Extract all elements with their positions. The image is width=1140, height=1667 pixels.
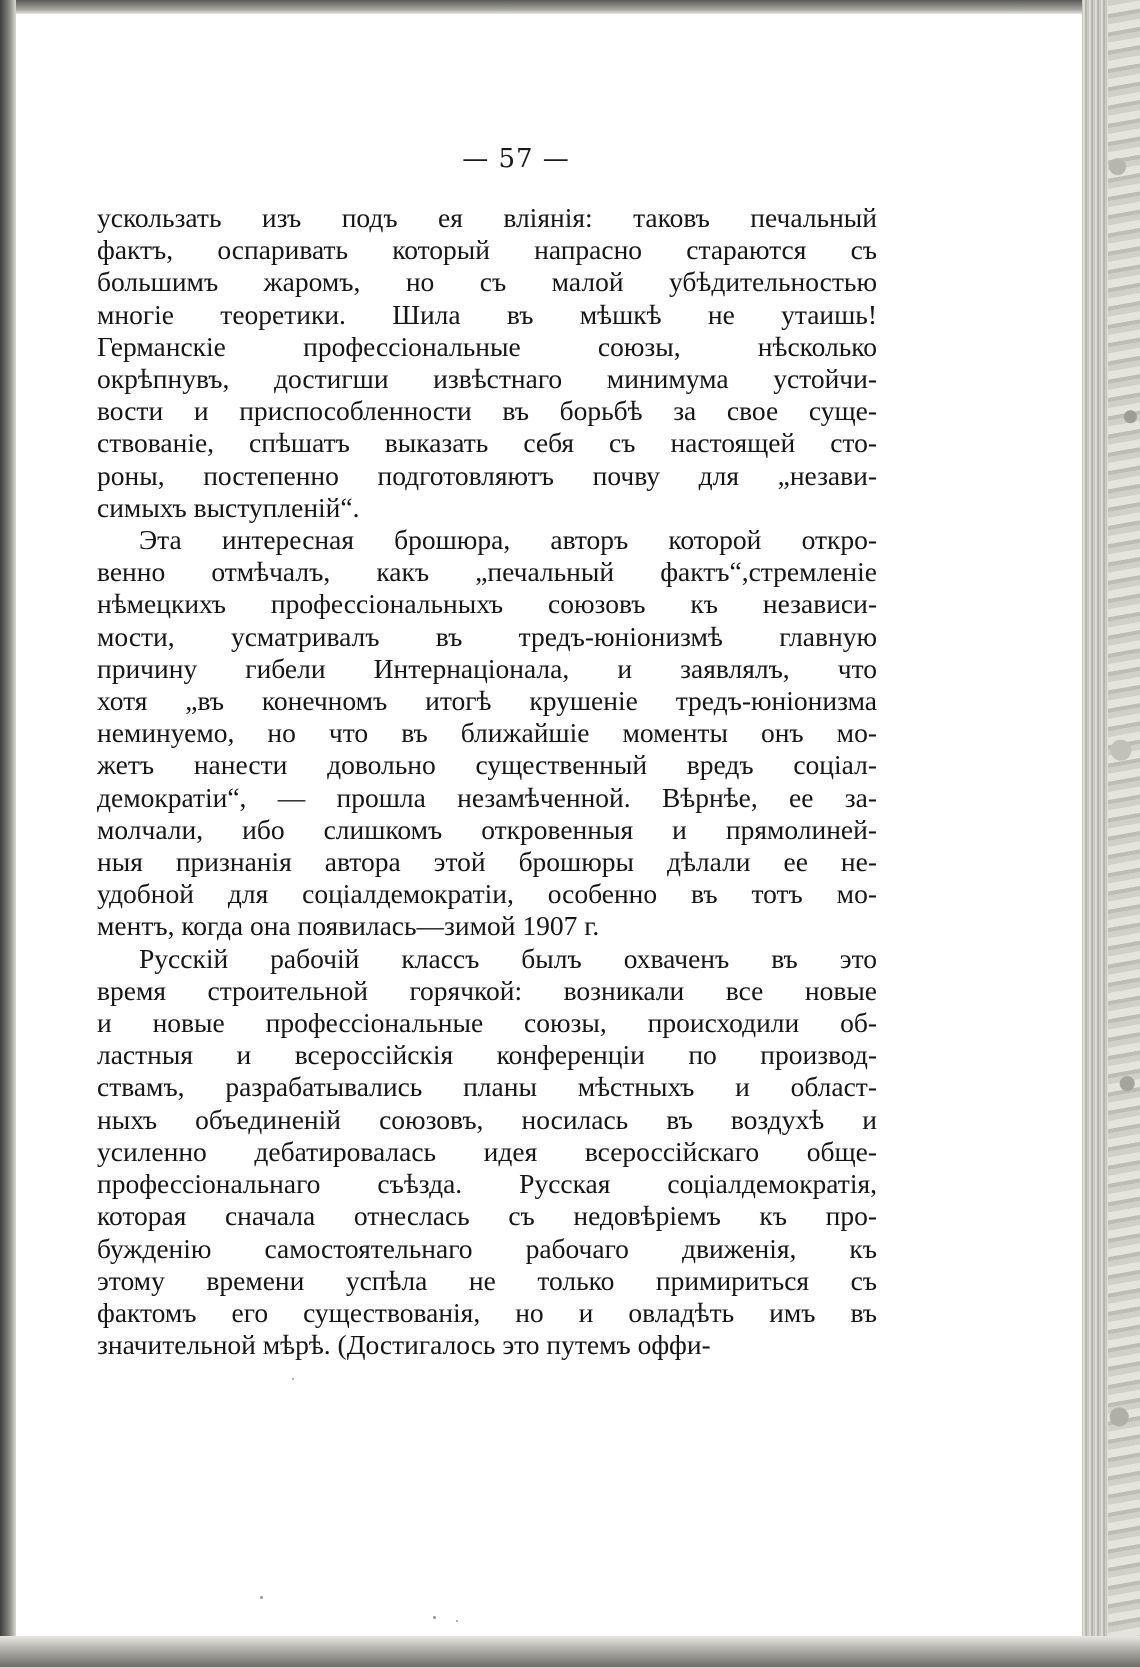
text-line: симыхъ выступленій“. [97,491,360,523]
body-text [97,202,877,1361]
text-line: многіе теоретики. Шила въ мѣшкѣ не утаишь! [97,298,877,330]
text-line: ныхъ объединеній союзовъ, носилась въ воздухѣ и [97,1103,877,1135]
text-line: венно отмѣчалъ, какъ „печальный фактъ“,стремленіе [97,556,877,588]
text-line: ментъ, когда она появилась—зимой 1907 г. [97,910,600,942]
text-line: профессіональнаго съѣзда. Русская соціалдемократія, [97,1168,877,1200]
paper-speck [433,1616,436,1619]
text-line: причину гибели Интернаціонала, и заявлялъ, что [97,652,877,684]
paper-speck [456,1620,458,1622]
text-line: удобной для соціалдемократіи, особенно въ тотъ мо- [97,878,877,910]
page-sheet [16,14,1082,1636]
text-line: Русскій рабочій классъ былъ охваченъ въ это [139,942,877,974]
paper-speck [292,1378,294,1380]
binding-shadow [0,0,16,1667]
text-line: которая сначала отнеслась съ недовѣріемъ къ про- [97,1200,877,1232]
text-line: этому времени успѣла не только примириться съ [97,1264,877,1296]
paragraph [97,943,877,1362]
text-line: неминуемо, но что въ ближайшіе моменты онъ мо- [97,717,877,749]
text-line: большимъ жаромъ, но съ малой убѣдительностью [97,266,877,298]
text-line: мости, усматривалъ въ тредъ-юніонизмѣ главную [97,620,877,652]
text-line: Эта интересная брошюра, авторъ которой откро- [139,524,877,556]
marbled-endpaper [1108,0,1140,1667]
text-line: усиленно дебатировалась идея всероссійскаго обще- [97,1135,877,1167]
paper-speck [260,1596,263,1599]
bottom-margin-shadow [0,1636,1140,1667]
text-line: ствованіе, спѣшатъ выказать себя съ настоящей сто- [97,427,877,459]
paragraph [97,524,877,943]
text-line: ускользать изъ подъ ея вліянія: таковъ печальный [97,202,877,233]
text-line: хотя „въ конечномъ итогѣ крушеніе тредъ-юніонизма [97,685,877,717]
text-line: роны, постепенно подготовляютъ почву для „незави- [97,459,877,491]
top-margin-shadow [0,0,1140,14]
text-line: жетъ нанести довольно существенный вредъ соціал- [97,749,877,781]
text-line: Германскіе профессіональные союзы, нѣсколько [97,330,877,362]
text-line: ластныя и всероссійскія конференціи по производ- [97,1039,877,1071]
text-line: значительной мѣрѣ. (Достигалось это путемъ оффи- [97,1329,711,1361]
text-line: и новые профессіональные союзы, происходили об- [97,1007,877,1039]
text-line: окрѣпнувъ, достигши извѣстнаго минимума устойчи- [97,363,877,395]
text-line: фактъ, оспаривать который напрасно стараются съ [97,234,877,266]
text-line: демократіи“, — прошла незамѣченной. Вѣрнѣе, ее за- [97,781,877,813]
text-line: ныя признанія автора этой брошюры дѣлали ее не- [97,846,877,878]
text-line: время строительной горячкой: возникали все новые [97,974,877,1006]
text-line: ствамъ, разрабатывались планы мѣстныхъ и област- [97,1071,877,1103]
paragraph [97,202,877,524]
text-line: молчали, ибо слишкомъ откровенныя и прямолиней- [97,813,877,845]
page-number: — 57 — [462,144,570,174]
text-line: фактомъ его существованія, но и овладѣть имъ въ [97,1296,877,1328]
text-line: вости и приспособленности въ борьбѣ за свое суще- [97,395,877,427]
text-line: нѣмецкихъ профессіональныхъ союзовъ къ независи- [97,588,877,620]
text-line: бужденію самостоятельнаго рабочаго движенія, къ [97,1232,877,1264]
